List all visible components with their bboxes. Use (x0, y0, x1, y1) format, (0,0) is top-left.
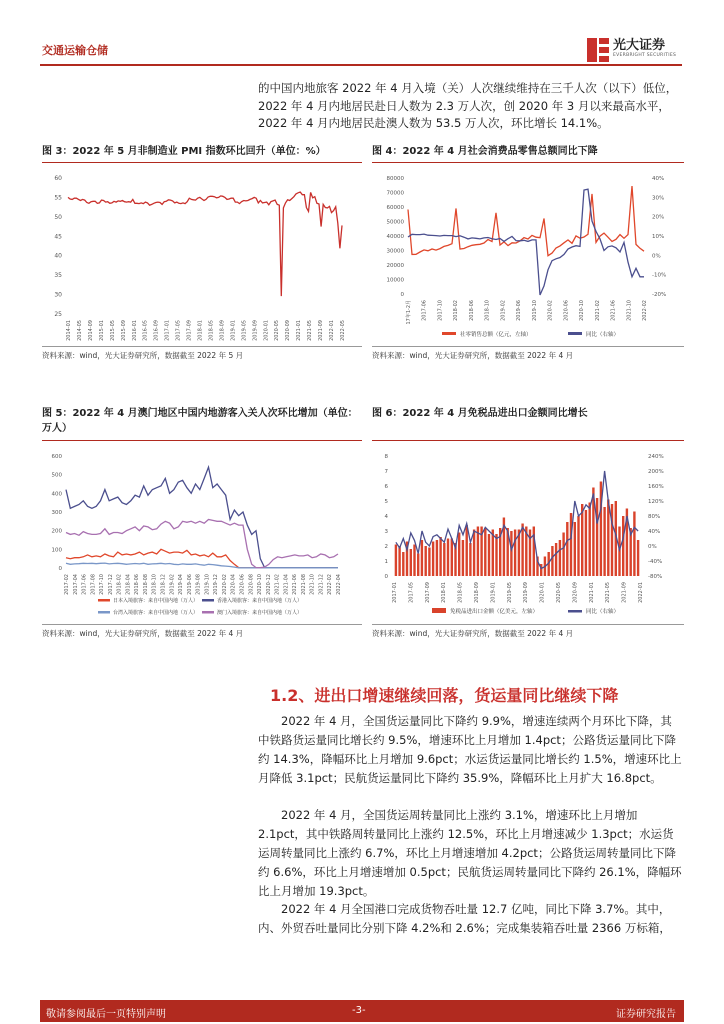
fig3-ytick-label: 45 (54, 233, 62, 241)
fig6-xtick-label: 2019-05 (506, 582, 513, 603)
fig3-xtick-label: 2020-05 (274, 320, 281, 341)
fig6-bar (555, 543, 557, 576)
fig6-bar (398, 546, 400, 576)
fig3-xtick-label: 2017-09 (186, 320, 193, 341)
fig6-xtick-label: 2019-01 (490, 582, 497, 603)
fig4-xtick-label: 2022-02 (642, 300, 648, 321)
logo-subtitle: EVERBRIGHT SECURITIES (613, 53, 677, 58)
fig6-bar (514, 530, 516, 577)
fig4-retail-sales-line (408, 186, 644, 256)
fig6-bar (570, 513, 572, 576)
fig4-title: 图 4：2022 年 4 月社会消费品零售总额同比下降 (372, 146, 598, 157)
fig5-xtick-label: 2021-12 (318, 574, 325, 595)
fig6-xtick-label: 2020-01 (539, 582, 546, 603)
fig5-xtick-label: 2020-08 (248, 574, 255, 595)
fig6-xtick-label: 2018-01 (441, 582, 448, 603)
fig5-ytick-label: 200 (51, 528, 62, 535)
fig4-right-tick-label: 0% (652, 253, 661, 260)
fig6-bar (521, 524, 523, 577)
fig4-left-tick-label: 60000 (386, 205, 404, 211)
fig3-xtick-label: 2016-01 (131, 320, 138, 341)
fig4-left-tick-label: 40000 (386, 234, 404, 240)
fig6-bar (551, 546, 553, 576)
fig5-xtick-label: 2020-02 (221, 574, 228, 595)
fig4-xtick-label: 17年1-2月 (406, 300, 412, 325)
fig5-xtick-label: 2022-04 (336, 574, 342, 595)
fig6-right-tick-label: 120% (648, 499, 664, 505)
fig5-xtick-label: 2018-08 (142, 574, 149, 595)
fig3-xtick-label: 2018-09 (219, 320, 226, 341)
fig5-xtick-label: 2020-12 (265, 574, 272, 595)
fig6-right-tick-label: -80% (648, 574, 663, 580)
fig6-right-tick-label: 40% (648, 529, 661, 535)
fig4-xtick-label: 2017-10 (437, 300, 444, 321)
fig3-xtick-label: 2016-09 (153, 320, 160, 341)
fig4-legend-swatch-yoy (568, 332, 582, 335)
fig3-xtick-label: 2017-01 (164, 320, 171, 341)
fig6-bar (432, 542, 434, 577)
fig6-bar (559, 540, 561, 576)
fig3-xtick-label: 2017-05 (175, 320, 182, 341)
fig5-xtick-label: 2017-08 (90, 574, 97, 595)
fig5-title-rule (42, 440, 362, 441)
intro-paragraph: 的中国内地旅客 2022 年 4 月入境（关）人次继续维持在三千人次（以下）低位，2022 年 4 月内地居民赴日人数为 2.3 万人次，创 2020 年 3 月以来最高水平，2022 年 4 月内地居民赴澳人数为 53.5 万人次，环比增长 14.1%。 (258, 81, 678, 130)
fig4-left-tick-label: 20000 (386, 263, 404, 269)
fig4-right-tick-label: 20% (652, 214, 665, 221)
fig4-xtick-label: 2021-06 (610, 300, 617, 321)
fig6-bar (439, 537, 441, 576)
fig6-bar (451, 539, 453, 577)
fig5-xtick-label: 2021-06 (292, 574, 299, 595)
fig5-xtick-label: 2017-06 (81, 574, 88, 595)
fig6-bar (488, 534, 490, 576)
fig5-xtick-label: 2019-10 (204, 574, 211, 595)
fig5-legend-swatch-japan (98, 599, 110, 602)
fig4-xtick-label: 2018-02 (453, 300, 460, 321)
fig6-bar (413, 545, 415, 577)
fig6-right-tick-label: 240% (648, 454, 664, 460)
fig6-bar (581, 504, 583, 576)
fig3-ytick-label: 50 (54, 213, 62, 221)
fig3-xtick-label: 2021-01 (296, 320, 303, 341)
fig6-right-tick-label: 200% (648, 469, 664, 475)
fig3-xtick-label: 2018-01 (197, 320, 204, 341)
fig4-xtick-label: 2019-02 (500, 300, 507, 321)
fig4-xtick-label: 2021-10 (626, 300, 633, 321)
fig3-xtick-label: 2020-09 (285, 320, 292, 341)
fig5-xtick-label: 2018-02 (116, 574, 123, 595)
fig6-bar (421, 540, 423, 576)
fig5-xtick-label: 2020-04 (230, 574, 237, 595)
fig5-ytick-label: 500 (51, 472, 62, 479)
fig4-xtick-label: 2018-06 (468, 300, 475, 321)
fig4-xtick-label: 2020-10 (579, 300, 586, 321)
fig4-right-tick-label: -20% (652, 292, 667, 298)
fig3-ytick-label: 60 (54, 175, 62, 182)
fig4-xtick-label: 2021-02 (594, 300, 601, 321)
fig4-xtick-label: 2019-06 (516, 300, 523, 321)
fig4-left-tick-label: 0 (400, 292, 404, 298)
fig5-ytick-label: 0 (58, 566, 62, 572)
fig6-source-rule (372, 624, 684, 625)
fig6-bar (566, 522, 568, 576)
fig4-xtick-label: 2019-10 (531, 300, 538, 321)
fig5-legend-swatch-hongkong (202, 599, 214, 602)
logo (587, 38, 676, 62)
fig6-xtick-label: 2019-09 (523, 582, 530, 603)
fig6-bar (458, 533, 460, 577)
fig3-xtick-label: 2015-05 (109, 320, 116, 341)
fig5-xtick-label: 2019-04 (178, 574, 185, 595)
page-number: -3- (352, 1005, 366, 1016)
fig3-xtick-label: 2016-05 (142, 320, 149, 341)
fig6-bar (466, 525, 468, 576)
fig5-ytick-label: 600 (51, 454, 62, 460)
fig6-bar (603, 507, 605, 576)
fig6-xtick-label: 2021-05 (605, 582, 612, 603)
fig5-macao-line (66, 520, 338, 568)
fig3-chart (42, 166, 362, 346)
fig6-bar (417, 554, 419, 577)
footer-report-type: 证券研究报告 (616, 1009, 676, 1020)
fig6-bar (395, 545, 397, 577)
fig3-xtick-label: 2019-05 (241, 320, 248, 341)
fig6-left-tick-label: 7 (384, 469, 388, 475)
fig6-bar (510, 531, 512, 576)
fig6-title-rule (372, 440, 684, 441)
fig6-right-tick-label: 80% (648, 514, 661, 520)
fig3-ytick-label: 55 (54, 194, 62, 202)
fig3-xtick-label: 2019-09 (252, 320, 259, 341)
fig5-title: 图 5：2022 年 4 月澳门地区中国内地游客入关人次环比增加（单位：万人） (42, 408, 358, 434)
fig5-xtick-label: 2018-10 (151, 574, 158, 595)
fig4-xtick-label: 2020-02 (547, 300, 554, 321)
fig5-xtick-label: 2019-12 (213, 574, 220, 595)
fig4-left-tick-label: 80000 (386, 176, 404, 182)
fig6-bar (589, 503, 591, 577)
fig6-xtick-label: 2017-05 (408, 582, 415, 603)
fig6-left-tick-label: 8 (384, 454, 388, 460)
header-divider (40, 64, 682, 66)
paragraph-freight-volume: 2022 年 4 月，全国货运量同比下降约 9.9%，增速连续两个月环比下降，其中铁路货运量同比增长约 9.5%，增速环比上月增加 1.4pct；公路货运量同比下降约 14.3%，降幅环比上月增加 9.6pct；水运货运量同比增长约 1.5%，增速环比上月降低 3.1pct；民航货运量同比下降约 35.9%，降幅环比上月扩大 16.8pct。 (258, 714, 682, 785)
fig5-source: 资料来源：wind，光大证券研究所，数据截至 2022 年 4 月 (42, 629, 244, 638)
fig3-title: 图 3：2022 年 5 月非制造业 PMI 指数环比回升（单位：%） (42, 146, 326, 157)
fig4-legend-sales: 社零销售总额（亿元，左轴） (460, 332, 532, 338)
fig5-hongkong-line (66, 467, 338, 568)
fig5-ytick-label: 300 (51, 510, 62, 516)
fig4-legend-yoy: 同比（右轴） (586, 332, 620, 338)
fig6-bar (633, 512, 635, 577)
fig5-legend-japan: 日本入境旅客：来自中国内地（万人） (113, 598, 199, 604)
fig5-legend-hongkong: 香港入境旅客：来自中国内地（万人） (217, 598, 303, 604)
fig6-xtick-label: 2018-05 (457, 582, 464, 603)
fig6-left-tick-label: 2 (384, 544, 388, 550)
fig3-source-rule (42, 346, 362, 347)
fig5-xtick-label: 2017-04 (72, 574, 79, 595)
fig6-xtick-label: 2022-01 (638, 582, 644, 603)
fig6-legend-swatch-amount (432, 608, 446, 613)
fig6-bar (462, 540, 464, 576)
fig6-xtick-label: 2021-09 (621, 582, 628, 603)
fig3-xtick-label: 2015-01 (98, 320, 105, 341)
fig6-bar (447, 539, 449, 577)
fig4-right-tick-label: 40% (652, 176, 665, 182)
fig4-right-tick-label: 30% (652, 195, 665, 202)
fig6-bar (596, 498, 598, 576)
fig5-ytick-label: 400 (51, 491, 62, 498)
fig4-xtick-label: 2017-06 (421, 300, 428, 321)
fig5-legend-swatch-macao (202, 611, 214, 614)
fig3-xtick-label: 2022-05 (340, 320, 346, 341)
fig5-xtick-label: 2020-10 (257, 574, 264, 595)
fig6-legend-swatch-yoy (568, 610, 582, 613)
fig5-xtick-label: 2019-02 (169, 574, 176, 595)
fig4-xtick-label: 2018-10 (484, 300, 491, 321)
fig3-title-rule (42, 162, 362, 163)
fig6-bar (402, 552, 404, 576)
fig5-xtick-label: 2017-02 (64, 574, 70, 595)
fig5-legend-macao: 澳门入境旅客：来自中国内地（万人） (217, 610, 303, 616)
paragraph-freight-turnover: 2022 年 4 月，全国货运周转量同比上涨约 3.1%，增速环比上月增加 2.1pct，其中铁路周转量同比上涨约 12.5%，环比上月增速减少 1.3pct；水运货运周转量同比上涨约 6.7%，环比上月增速增加 4.2pct；公路货运周转量同比下降约 6.6%，环比上月增速增加 0.5pct；民航货运周转量同比下降约 26.1%，降幅环比上月增加 19.3pct。 (258, 808, 682, 898)
fig5-source-rule (42, 624, 362, 625)
fig3-xtick-label: 2019-01 (230, 320, 237, 341)
fig6-right-tick-label: -40% (648, 559, 663, 565)
fig6-bar (574, 522, 576, 576)
fig5-xtick-label: 2020-06 (239, 574, 246, 595)
fig5-xtick-label: 2022-02 (327, 574, 334, 595)
fig3-xtick-label: 2018-05 (208, 320, 215, 341)
fig5-xtick-label: 2019-06 (186, 574, 193, 595)
fig5-chart (42, 444, 362, 622)
fig3-xtick-label: 2014-09 (87, 320, 94, 341)
fig5-xtick-label: 2018-06 (134, 574, 141, 595)
fig6-bar (443, 543, 445, 576)
fig4-title-rule (372, 162, 684, 163)
fig4-left-tick-label: 30000 (386, 248, 404, 255)
fig3-xtick-label: 2022-01 (329, 320, 336, 341)
header-section-label: 交通运输仓储 (42, 44, 108, 57)
section-title: 1.2、进出口增速继续回落，货运量同比继续下降 (270, 686, 619, 705)
fig6-bar (484, 528, 486, 576)
fig6-title: 图 6：2022 年 4 月免税品进出口金额同比增长 (372, 408, 588, 419)
fig6-bar (637, 540, 639, 576)
fig5-xtick-label: 2017-10 (99, 574, 106, 595)
fig6-bar (410, 549, 412, 576)
logo-name: 光大证券 (613, 38, 666, 53)
fig6-xtick-label: 2021-01 (588, 582, 595, 603)
fig5-legend-swatch-taiwan (98, 611, 110, 614)
fig6-left-tick-label: 5 (384, 499, 388, 505)
fig5-xtick-label: 2017-12 (107, 574, 114, 595)
fig3-xtick-label: 2020-01 (263, 320, 270, 341)
fig6-bar (495, 534, 497, 576)
fig6-source: 资料来源：wind，光大证券研究所，数据截至 2022 年 4 月 (372, 629, 574, 638)
fig6-bar (585, 510, 587, 576)
fig4-left-tick-label: 70000 (386, 190, 404, 197)
fig4-source-rule (372, 346, 684, 347)
fig3-ytick-label: 40 (54, 252, 62, 260)
fig4-left-tick-label: 10000 (386, 277, 404, 284)
fig5-xtick-label: 2018-04 (125, 574, 132, 595)
fig6-bar (425, 546, 427, 576)
fig6-bar (577, 516, 579, 576)
fig5-legend-taiwan: 台湾入境旅客：来自中国内地（万人） (113, 610, 199, 616)
fig6-bar (562, 533, 564, 577)
fig3-ytick-label: 30 (54, 291, 62, 299)
fig6-bar (428, 548, 430, 577)
fig6-xtick-label: 2020-09 (572, 582, 579, 603)
fig6-bar (469, 543, 471, 576)
fig3-xtick-label: 2014-01 (66, 320, 72, 341)
fig6-right-tick-label: 0% (648, 544, 657, 550)
fig6-xtick-label: 2017-09 (424, 582, 431, 603)
fig4-legend-swatch-sales (442, 332, 456, 335)
fig3-pmi-line (68, 192, 342, 296)
fig5-taiwan-line (66, 563, 338, 568)
fig5-xtick-label: 2021-10 (309, 574, 316, 595)
fig6-left-tick-label: 0 (384, 574, 388, 580)
fig3-source: 资料来源：wind，光大证券研究所，数据截至 2022 年 5 月 (42, 351, 244, 360)
fig5-ytick-label: 100 (51, 547, 62, 554)
footer-bar (40, 1000, 684, 1022)
fig5-xtick-label: 2021-08 (300, 574, 307, 595)
fig6-chart (372, 444, 684, 622)
fig6-bar (622, 516, 624, 576)
fig3-xtick-label: 2014-05 (76, 320, 83, 341)
fig5-xtick-label: 2021-04 (283, 574, 290, 595)
fig6-left-tick-label: 1 (384, 559, 388, 565)
fig3-ytick-label: 25 (54, 311, 62, 318)
fig6-xtick-label: 2020-05 (556, 582, 562, 603)
fig6-xtick-label: 2018-09 (474, 582, 480, 603)
fig4-right-tick-label: 10% (652, 234, 665, 240)
fig3-xtick-label: 2015-09 (120, 320, 127, 341)
fig6-bar (607, 500, 609, 577)
fig3-ytick-label: 35 (54, 272, 62, 280)
fig4-left-tick-label: 50000 (386, 219, 404, 226)
fig6-legend-amount: 免税品进出口金额（亿美元，左轴） (450, 609, 539, 615)
fig6-right-tick-label: 160% (648, 484, 664, 490)
logo-mark-icon (587, 38, 609, 62)
fig6-left-tick-label: 4 (384, 514, 388, 520)
fig5-xtick-label: 2019-08 (195, 574, 202, 595)
fig6-left-tick-label: 6 (384, 484, 388, 490)
fig6-left-tick-label: 3 (384, 529, 388, 535)
fig4-chart (372, 166, 684, 346)
fig4-xtick-label: 2020-06 (563, 300, 570, 321)
fig4-yoy-line (408, 189, 644, 295)
footer-disclaimer-link[interactable]: 敬请参阅最后一页特别声明 (46, 1009, 166, 1020)
fig6-bar (473, 530, 475, 577)
fig4-source: 资料来源：wind，光大证券研究所，数据截至 2022 年 4 月 (372, 351, 574, 360)
fig6-xtick-label: 2017-01 (392, 582, 398, 603)
paragraph-port-throughput: 2022 年 4 月全国港口完成货物吞吐量 12.7 亿吨，同比下降 3.7%。其中，内、外贸吞吐量同比分别下降 4.2%和 2.6%；完成集装箱吞吐量 2366 万标箱， (258, 902, 671, 935)
fig6-legend-yoy: 同比（右轴） (586, 609, 620, 615)
fig3-xtick-label: 2021-09 (318, 320, 325, 341)
fig5-xtick-label: 2018-12 (160, 574, 167, 595)
fig5-xtick-label: 2021-02 (274, 574, 281, 595)
fig3-xtick-label: 2021-05 (307, 320, 314, 341)
fig6-bar (436, 540, 438, 576)
fig4-right-tick-label: -10% (652, 272, 667, 279)
